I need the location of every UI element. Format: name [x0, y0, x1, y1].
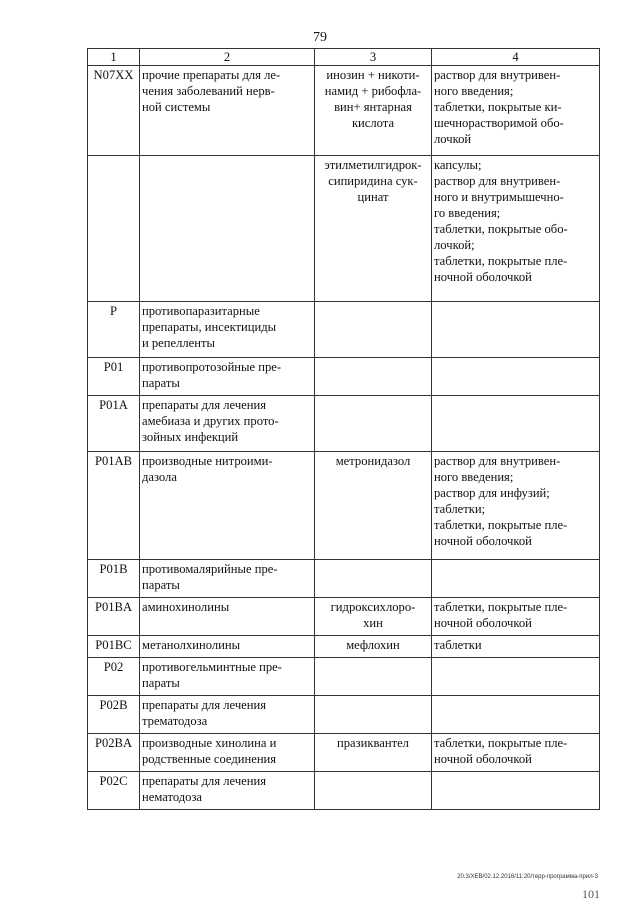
drug-name-cell: инозин + никоти- намид + рибофла- вин+ янтарная кислота	[315, 66, 432, 156]
table-row	[88, 636, 600, 658]
dosage-form-cell	[432, 658, 600, 696]
group-cell: аминохинолины	[140, 598, 315, 636]
page-number: 79	[313, 30, 327, 45]
drug-name-cell: гидроксихлоро- хин	[315, 598, 432, 636]
table-row	[88, 302, 600, 358]
table-row	[88, 696, 600, 734]
atc-code-cell: P01A	[88, 396, 140, 452]
dosage-form-cell: капсулы; раствор для внутривен- ного и внутримышечно- го введения; таблетки, покрытые обо- лочкой; таблетки, покрытые пле- ночной оболочкой	[432, 156, 600, 302]
drug-name-cell	[315, 772, 432, 810]
group-cell: препараты для лечения нематодоза	[140, 772, 315, 810]
group-cell: противогельминтные пре- параты	[140, 658, 315, 696]
table-row	[88, 658, 600, 696]
table-row	[88, 772, 600, 810]
dosage-form-cell: таблетки, покрытые пле- ночной оболочкой	[432, 734, 600, 772]
table-row	[88, 598, 600, 636]
header-cell: 3	[315, 49, 432, 66]
footer-page-number: 101	[582, 887, 600, 901]
group-cell: противопротозойные пре- параты	[140, 358, 315, 396]
drug-name-cell	[315, 696, 432, 734]
drug-name-cell: этилметилгидрок- сипиридина сук- цинат	[315, 156, 432, 302]
group-cell	[140, 156, 315, 302]
group-cell: метанолхинолины	[140, 636, 315, 658]
table-row	[88, 452, 600, 560]
atc-code-cell: P01BA	[88, 598, 140, 636]
table-row	[88, 156, 600, 302]
drug-table	[87, 48, 600, 810]
dosage-form-cell	[432, 302, 600, 358]
table-row	[88, 66, 600, 156]
atc-code-cell: P01BC	[88, 636, 140, 658]
atc-code-cell: P02	[88, 658, 140, 696]
footer-document-code: 20.3/ХЕВ/02.12.2016/11:20/терр-программа-прил-3	[457, 874, 598, 880]
table-row	[88, 560, 600, 598]
atc-code-cell	[88, 156, 140, 302]
drug-name-cell: мефлохин	[315, 636, 432, 658]
dosage-form-cell	[432, 696, 600, 734]
header-cell: 2	[140, 49, 315, 66]
table-header-row	[88, 49, 600, 66]
drug-name-cell	[315, 396, 432, 452]
group-cell: производные нитроими- дазола	[140, 452, 315, 560]
atc-code-cell: P	[88, 302, 140, 358]
atc-code-cell: N07XX	[88, 66, 140, 156]
group-cell: прочие препараты для ле- чения заболеваний нерв- ной системы	[140, 66, 315, 156]
atc-code-cell: P02C	[88, 772, 140, 810]
drug-name-cell	[315, 560, 432, 598]
atc-code-cell: P02BA	[88, 734, 140, 772]
group-cell: препараты для лечения амебиаза и других прото- зойных инфекций	[140, 396, 315, 452]
atc-code-cell: P01B	[88, 560, 140, 598]
dosage-form-cell	[432, 396, 600, 452]
atc-code-cell: P01AB	[88, 452, 140, 560]
drug-name-cell	[315, 302, 432, 358]
atc-code-cell: P01	[88, 358, 140, 396]
drug-name-cell	[315, 358, 432, 396]
drug-name-cell: метронидазол	[315, 452, 432, 560]
dosage-form-cell: раствор для внутривен- ного введения; раствор для инфузий; таблетки; таблетки, покрытые пле- ночной оболочкой	[432, 452, 600, 560]
drug-name-cell	[315, 658, 432, 696]
group-cell: препараты для лечения трематодоза	[140, 696, 315, 734]
header-cell: 4	[432, 49, 600, 66]
dosage-form-cell: таблетки, покрытые пле- ночной оболочкой	[432, 598, 600, 636]
group-cell: противомалярийные пре- параты	[140, 560, 315, 598]
table-row	[88, 734, 600, 772]
table-row	[88, 396, 600, 452]
drug-name-cell: празиквантел	[315, 734, 432, 772]
dosage-form-cell: таблетки	[432, 636, 600, 658]
dosage-form-cell	[432, 772, 600, 810]
header-cell: 1	[88, 49, 140, 66]
table-row	[88, 358, 600, 396]
dosage-form-cell: раствор для внутривен- ного введения; таблетки, покрытые ки- шечнорастворимой обо- лочкой	[432, 66, 600, 156]
group-cell: производные хинолина и родственные соединения	[140, 734, 315, 772]
dosage-form-cell	[432, 560, 600, 598]
group-cell: противопаразитарные препараты, инсектициды и репелленты	[140, 302, 315, 358]
dosage-form-cell	[432, 358, 600, 396]
atc-code-cell: P02B	[88, 696, 140, 734]
